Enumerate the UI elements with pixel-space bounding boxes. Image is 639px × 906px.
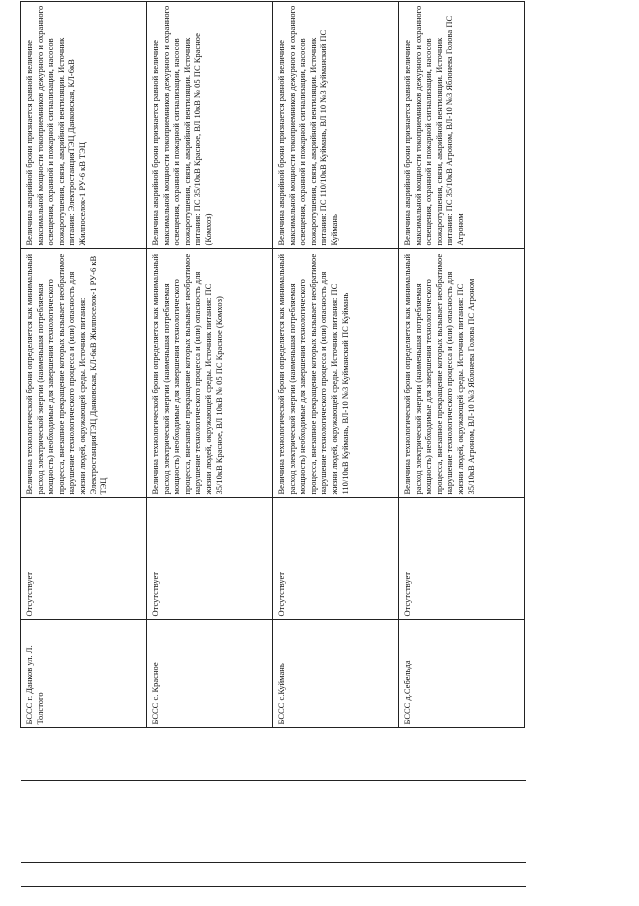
object-name-cell: БССС г. Данков ул. Л. Толстого <box>21 620 147 728</box>
object-name-cell: БССС с. Красное <box>147 620 273 728</box>
table-row <box>147 2 273 906</box>
emergency-reserve-cell: Величина аварийной брони признается равной величине максимальной мощности токоприемников дежурного и охранного освещения, охранной и пожарной сигнализации, насосов пожаротушения, связи, аварийной вентиляции. Источник питания: ЭлектростанцияТЭЦ Данковская, КЛ-6кВ Жилпоселок-1 РУ-6 кВ ТЭЦ <box>21 2 147 249</box>
blank-cell <box>273 728 399 906</box>
tech-reserve-cell: Величина технологической брони определяется как минимальный расход электрической энергии (наименьшая потребляемая мощность) необходимые для завершения технологического процесса, внезапное прекращение которых вызывает необратимое нарушение технологического процесса и (или) опасность для жизни людей, окружающей среды. Источник питания: ПС 35/10кВ Красное, ВЛ 10кВ № 05 ПС Красное (Комхоз) <box>147 249 273 498</box>
emergency-reserve-cell: Величина аварийной брони признается равной величине максимальной мощности токоприемников дежурного и охранного освещения, охранной и пожарной сигнализации, насосов пожаротушения, связи, аварийной вентиляции. Источник питания: ПС 35/10кВ Красное, ВЛ 10кВ № 05 ПС Красное (Комхоз) <box>147 2 273 249</box>
blank-row-line <box>21 862 526 863</box>
tech-reserve-cell: Величина технологической брони определяется как минимальный расход электрической энергии (наименьшая потребляемая мощность) необходимые для завершения технологического процесса, внезапное прекращение которых вызывает необратимое нарушение технологического процесса и (или) опасность для жизни людей, окружающей среды. Источник питания: ПС 110/10кВ Куймань, ВЛ-10 №3 Куйманский ПС Куймань <box>273 249 399 498</box>
emergency-reserve-cell: Величина аварийной брони признается равной величине максимальной мощности токоприемников дежурного и охранного освещения, охранной и пожарной сигнализации, насосов пожаротушения, связи, аварийной вентиляции. Источник питания: ПС 110/10кВ Куймань, ВЛ 10 №3 Куйманский ПС Куймань <box>273 2 399 249</box>
rotated-table-container <box>20 2 525 906</box>
tech-reserve-cell: Величина технологической брони определяется как минимальный расход электрической энергии (наименьшая потребляемая мощность) необходимые для завершения технологического процесса, внезапное прекращение которых вызывает необратимое нарушение технологического процесса и (или) опасность для жизни людей, окружающей среды. Источник питания: ПС 35/10кВ Агроном, ВЛ-10 №3 Яблонева Голова ПС Агроном <box>399 249 525 498</box>
status-cell: Отсутствует <box>273 498 399 620</box>
blank-row-line <box>21 780 526 781</box>
blank-cell <box>399 728 525 906</box>
table-row <box>399 2 525 906</box>
table-row <box>21 2 147 906</box>
status-cell: Отсутствует <box>21 498 147 620</box>
power-reserve-table <box>20 2 525 906</box>
blank-cell <box>21 728 147 906</box>
status-cell: Отсутствует <box>147 498 273 620</box>
object-name-cell: БССС д.Себельда <box>399 620 525 728</box>
status-cell: Отсутствует <box>399 498 525 620</box>
table-row <box>273 2 399 906</box>
object-name-cell: БССС с.Куймань <box>273 620 399 728</box>
blank-row-line <box>21 886 526 887</box>
tech-reserve-cell: Величина технологической брони определяется как минимальный расход электрической энергии (наименьшая потребляемая мощность) необходимые для завершения технологического процесса, внезапное прекращение которых вызывает необратимое нарушение технологического процесса и (или) опасность для жизни людей, окружающей среды. Источник питания: ЭлектростанцияТЭЦ Данковская, КЛ-6кВ Жилпоселок-1 РУ-6 кВ ТЭЦ <box>21 249 147 498</box>
emergency-reserve-cell: Величина аварийной брони признается равной величине максимальной мощности токоприемников дежурного и охранного освещения, охранной и пожарной сигнализации, насосов пожаротушения, связи, аварийной вентиляции. Источник питания: ПС 35/10кВ Агроном, ВЛ-10 №3 Яблонева Голова ПС Агроном <box>399 2 525 249</box>
blank-cell <box>147 728 273 906</box>
